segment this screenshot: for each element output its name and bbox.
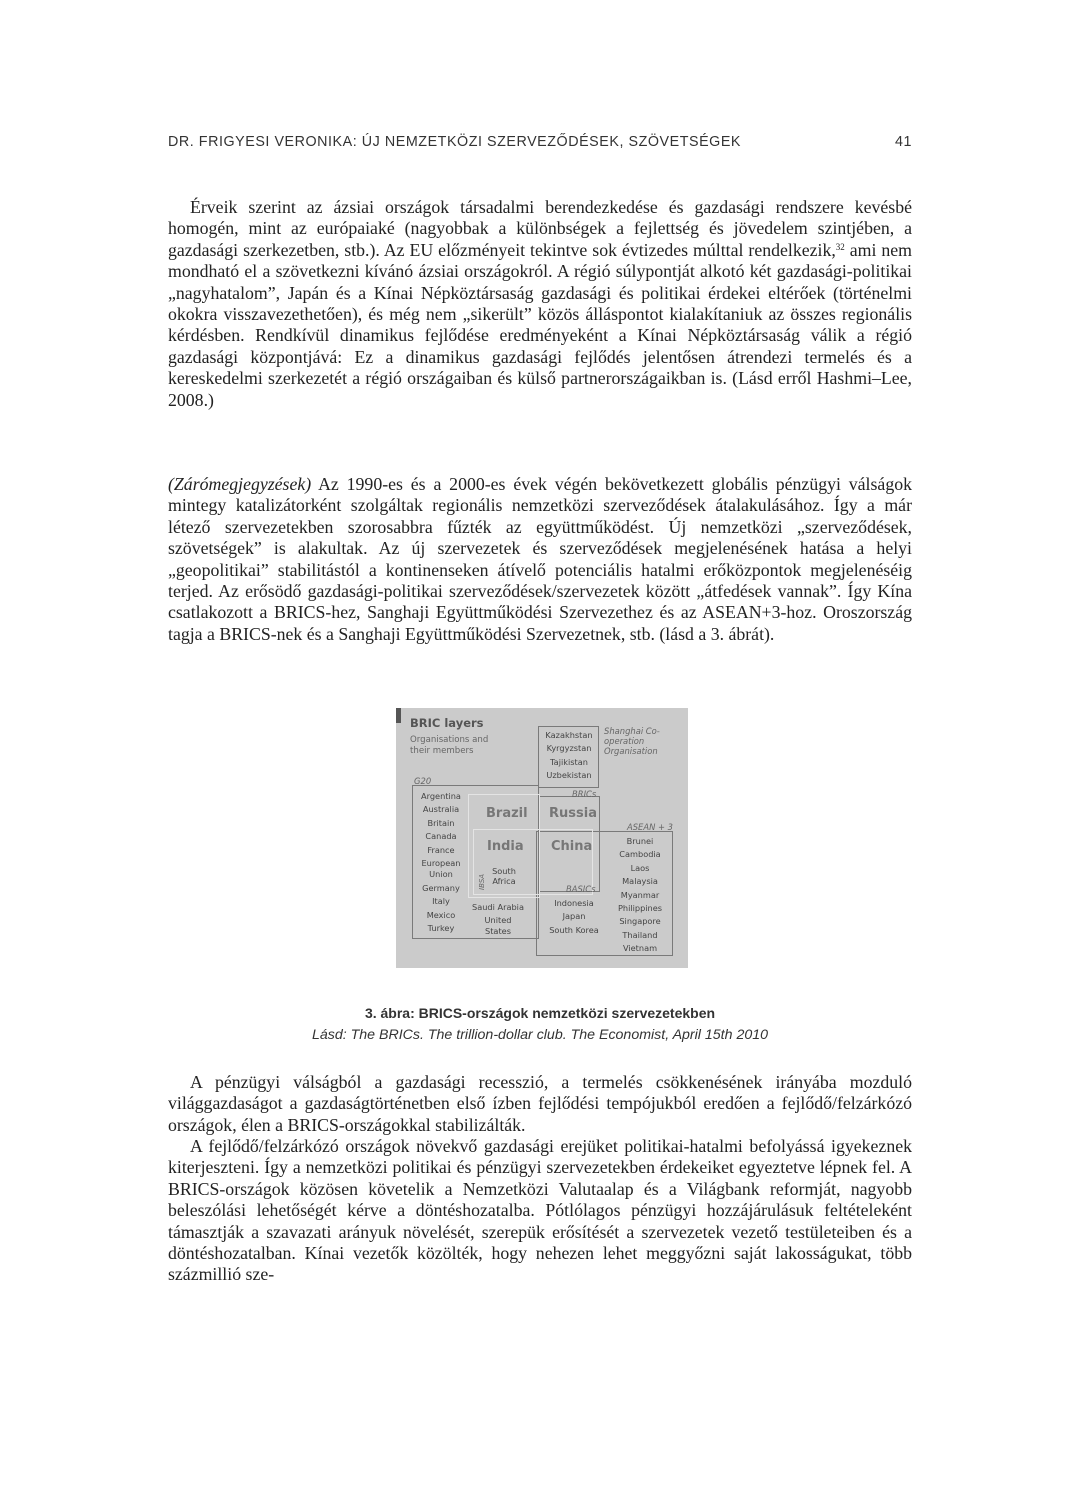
paragraph-3: A pénzügyi válságból a gazdasági recesszió, a termelés csökkenésének irányába mozduló világgazdaságot a gazdaságtörténetben első ízben fejlődési tempójukból eredően a fejlődő/felzárkózó országok, élen a BRICS-országokkal stabilizálták. [168,1072,912,1135]
asean-g20-member: South Korea [549,924,599,935]
ibsa-label: IBSA [478,873,486,890]
asean-member: Brunei [626,836,654,846]
asean-g20-list [539,897,609,937]
g20-member: Britain [427,817,455,828]
figure-title: BRIC layers [410,716,484,730]
running-header [168,134,912,156]
asean-list [608,835,672,956]
asean-member: Thailand [622,929,658,940]
asean-member: Singapore [619,916,661,927]
asean-g20-member: Indonesia [554,898,594,908]
basics-label: BASICs [566,884,596,894]
g20-member: France [427,844,455,855]
g20-member: Turkey [427,923,455,934]
paragraph-2 [168,474,912,645]
figure-subtitle: Organisations and their members [410,735,489,756]
g20-bottom-list [468,901,528,937]
paragraph-4: A fejlődő/felzárkózó országok növekvő gazdasági erejüket politikai-hatalmi befolyássá igyekeznek kiterjeszteni. Így a nemzetközi politikai és pénzügyi szervezetekben érdekeiket egyeztetve lépnek fel. A BRICS-országok közösen követelik a Nemzetközi Valutaalap és a Világbank reformját, nagyobb beleszólási lehetőségét kérve a döntéshozatalba. Pótlólagos pénzügyi hozzájárulásuk feltételeként támasztják a szavazati arányuk növelését, szerepük erősítését a szervezetek vezető testületeiben és a döntéshozatalban. Kínai vezetők közölték, hogy nehezen lehet meggyőzni saját lakosságukat, több százmillió sze- [168,1136,912,1285]
g20-member: Mexico [426,909,456,920]
sco-member: Tajikistan [550,756,588,767]
figure-caption-source: Lásd: The BRICs. The trillion-dollar club. The Economist, April 15th 2010 [311,1027,769,1043]
sco-member: Kyrgyzstan [546,743,592,754]
brics-label: BRICs [572,789,597,799]
shanghai-label: Shanghai Co-operation Organisation [604,726,660,756]
g20-member: Argentina [421,791,461,801]
asean-label: ASEAN + 3 [627,822,674,832]
page-number: 41 [894,134,912,150]
running-title: DR. FRIGYESI VERONIKA: ÚJ NEMZETKÖZI SZERVEZŐDÉSEK, SZÖVETSÉGEK [168,134,741,150]
g20-label: G20 [414,776,432,786]
asean-member: Cambodia [619,849,661,860]
footnote-ref: 32 [835,241,845,252]
sco-list [540,729,598,783]
asean-member: Myanmar [620,889,660,900]
figure-accent-bar [396,708,401,723]
g20-member: Canada [425,831,457,842]
bric-south-africa: South Africa [492,866,516,886]
g20-member: Germany [422,883,460,894]
asean-member: Vietnam [622,943,658,954]
g20-member: Italy [432,896,450,907]
paragraph-2-text: Az 1990-es és a 2000-es évek végén bekövetkezett globális pénzügyi válságok mintegy katalizátorként szolgáltak regionális nemzetközi szerveződések átalakulásához. Így a már létező szervezetekben szorosabbra fűzték az együttműködést. Új nemzetközi „szerveződések, szövetségek” is alakultak. Az új szervezetek és szerveződések megjelenésének hatása a helyi „geopolitikai” stabilitástól a kontinenseken átívelő potenciális hatalmi erőközpontok megjelenéséig terjed. Az erősödő gazdasági-politikai szerveződések/szervezetek között „átfedések vannak”. Így Kína csatlakozott a BRICS-hez, Sanghaji Együttműködési Szervezethez és az ASEAN+3-hoz. Oroszország tagja a BRICS-nek és a Sanghaji Együttműködési Szervezetnek, stb. (lásd a 3. ábrát). [168,474,912,644]
g20-bottom-member: United States [484,915,512,937]
bric-brazil: Brazil [486,806,528,821]
g20-bottom-member: Saudi Arabia [472,902,524,912]
bric-china: China [551,839,593,854]
paragraph-2-lead: (Zárómegjegyzések) [168,474,312,494]
paragraph-1-text-b: ami nem mondható el a szövetkezni kívánó ázsiai országokról. A régió súlypontját alkotó két gazdasági-politikai „nagyhatalom”, Japán és a Kínai Népköztársaság gazdasági és politikai érdekei eltérőek (történelmi okokra visszavezethetően), és még nem „sikerült” közös álláspontot kialakítaniuk az összes regionális kérdésben. Rendkívül dinamikus fejlődése eredményeként a Kínai Népköztársaság válik a régió gazdasági központjává: Ez a dinamikus gazdasági fejlődés jelentősen átrendezi termelés és a kereskedelmi szerkezetét a régió országaiban és külső partnerországaikban is. (Lásd erről Hashmi–Lee, 2008.) [168,239,912,410]
asean-member: Philippines [617,903,663,914]
bric-india: India [487,839,524,854]
sco-member: Uzbekistan [546,770,592,781]
figure-caption-title: 3. ábra: BRICS-országok nemzetközi szervezetekben [364,1005,716,1021]
paragraph-1 [168,197,912,411]
g20-member: European Union [421,858,461,880]
asean-member: Laos [630,862,650,873]
asean-member: Malaysia [622,876,658,887]
bric-layers-figure [396,708,688,968]
bric-russia: Russia [549,806,597,821]
sco-member: Kazakhstan [545,730,593,740]
paragraph-1-text-a: Érveik szerint az ázsiai országok társadalmi berendezkedése és gazdasági rendszere kevésbé homogén, mint az európaiaké (nagyobbak a különbségek a fejlettség és jövedelem szintjében, a gazdasági szerkezetben, stb.). Az EU előzményeit tekintve sok évtizedes múlttal rendelkezik, [168,197,912,260]
g20-member: Australia [422,804,460,815]
g20-list [414,790,468,936]
asean-g20-member: Japan [562,911,586,922]
